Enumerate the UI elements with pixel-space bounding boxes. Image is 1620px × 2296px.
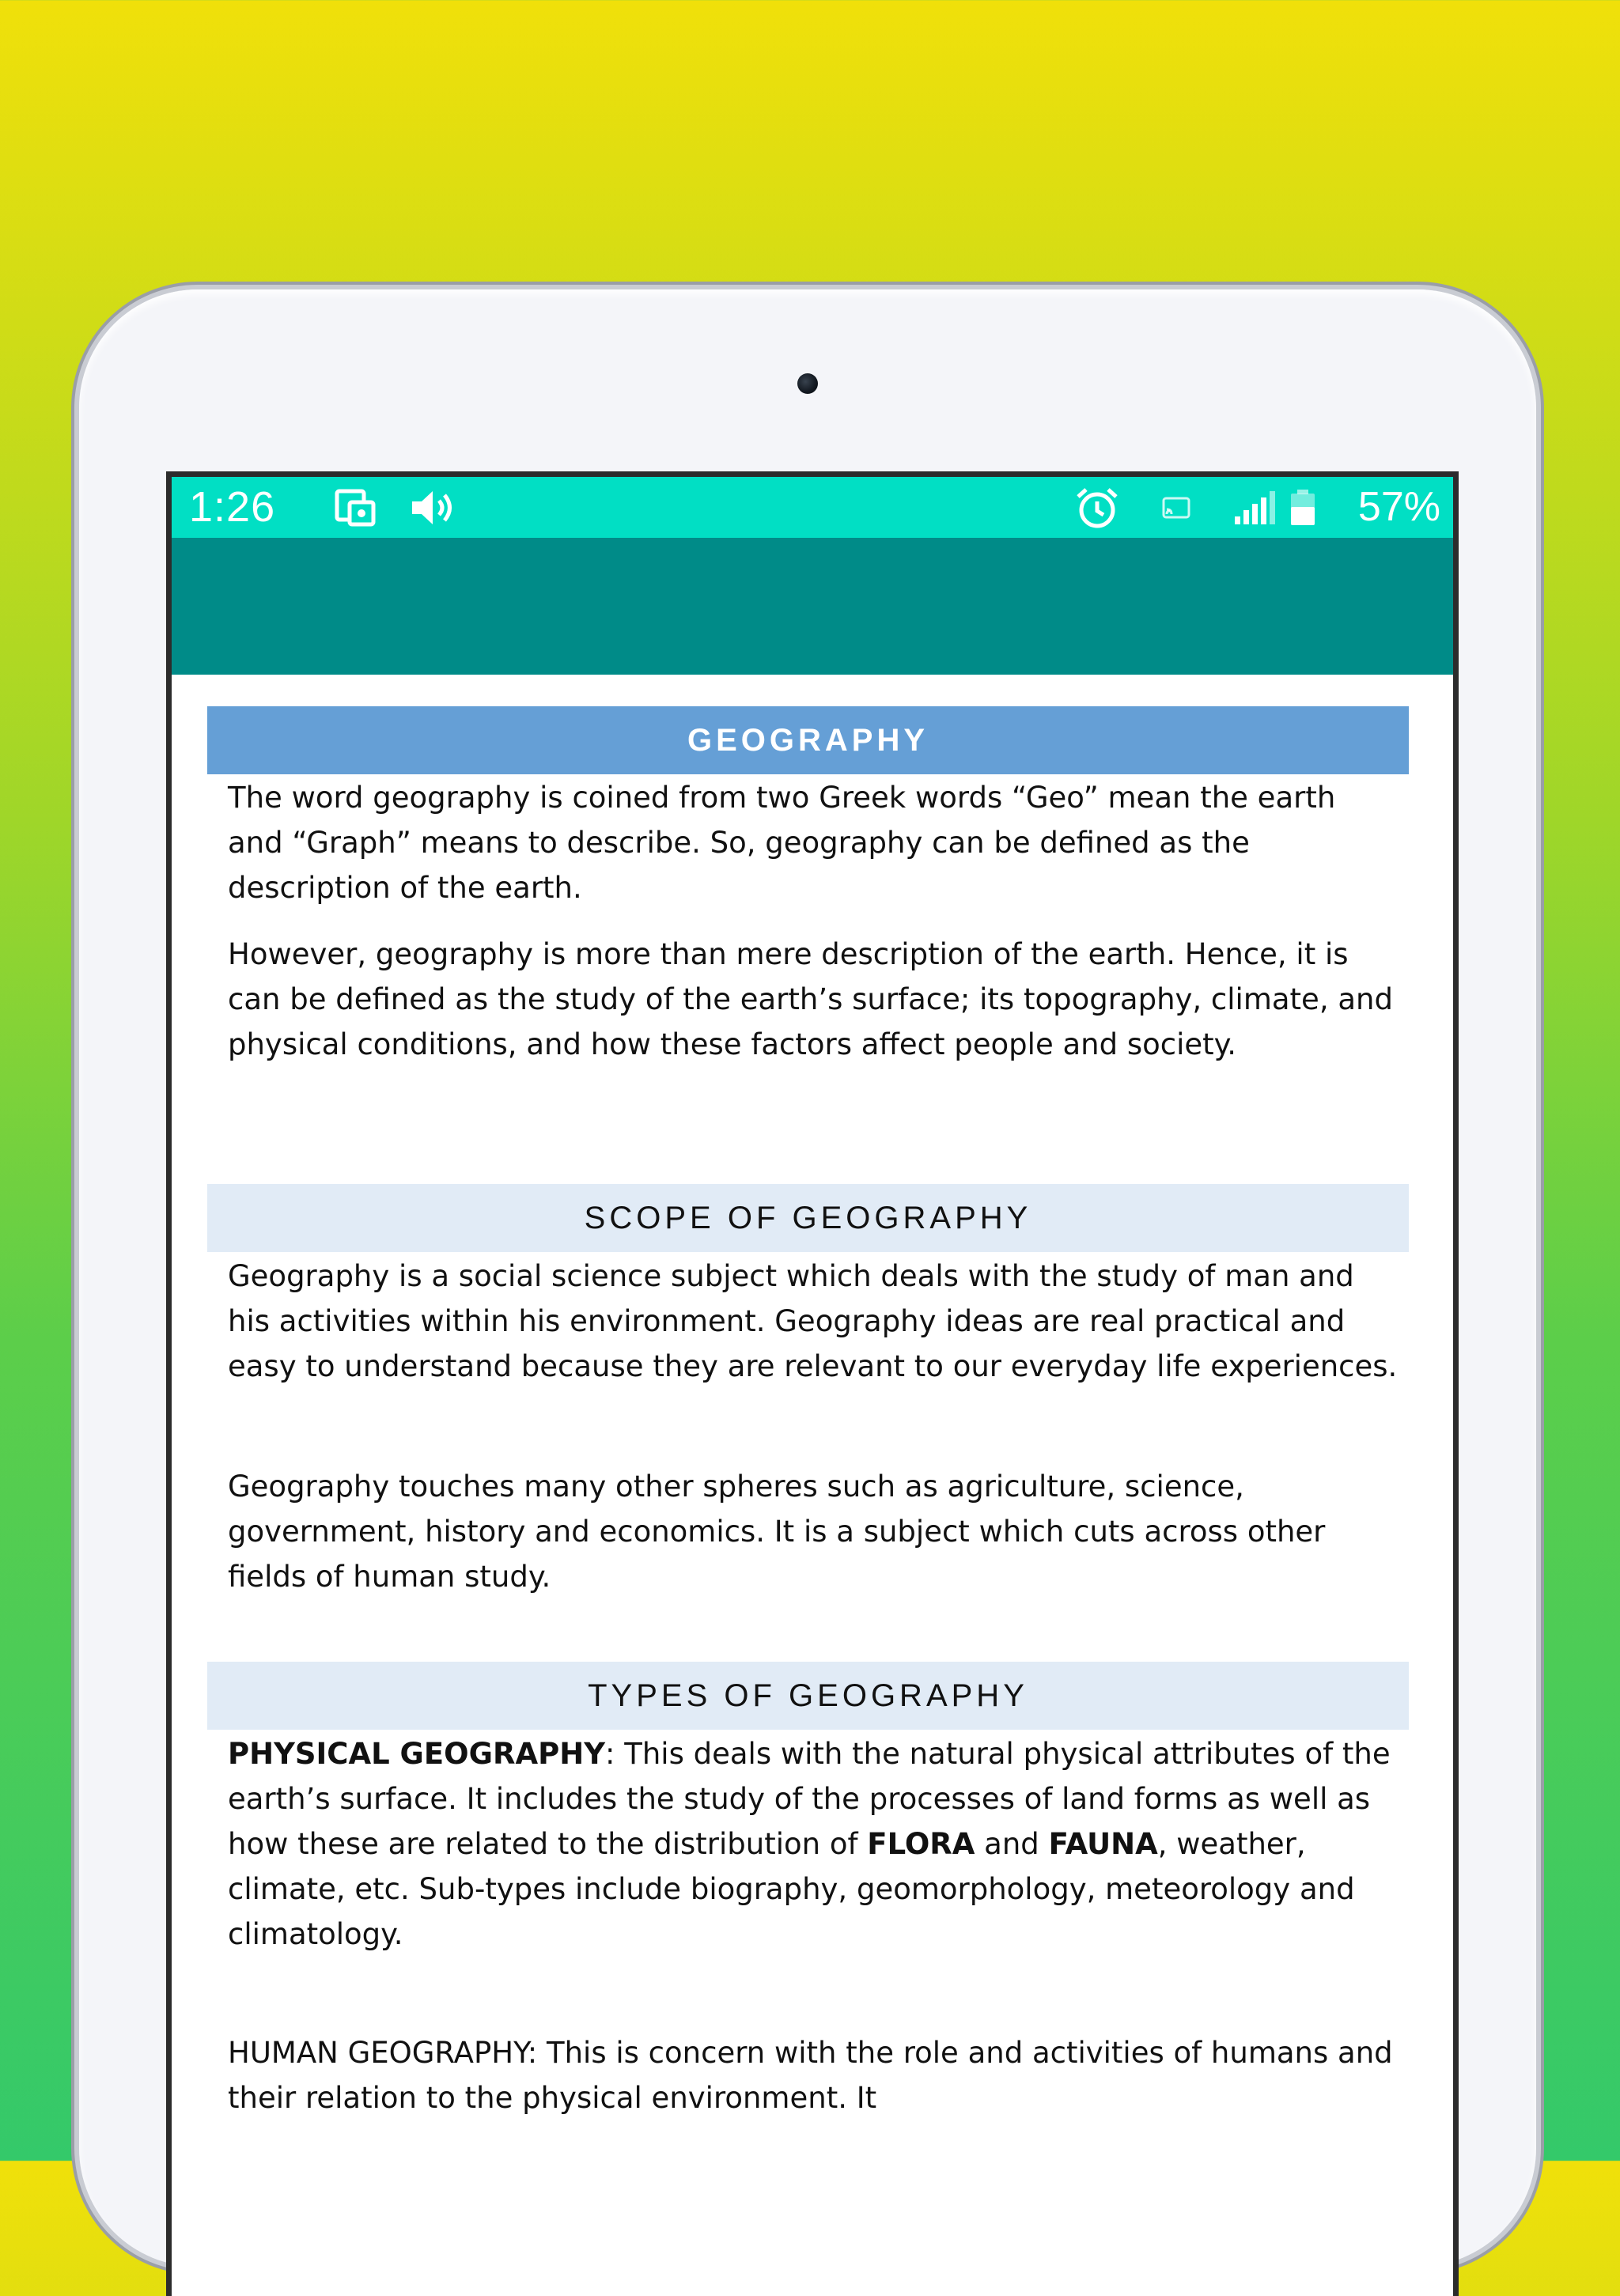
paragraph: The word geography is coined from two Greek words “Geo” mean the earth and “Graph” means to describe. So, geography can be defined as the description of the earth.: [228, 781, 1336, 905]
paragraph-human-geography: HUMAN GEOGRAPHY: This is concern with the role and activities of humans and their relation to the physical environment. It: [228, 2036, 1393, 2115]
device-screen: [166, 471, 1459, 2296]
term-physical-geography: PHYSICAL GEOGRAPHY: [228, 1737, 606, 1771]
app-toolbar: [172, 538, 1453, 675]
tablet-frame: [79, 289, 1536, 2267]
status-bar: [172, 477, 1453, 538]
text-segment: : This deals with the natural physical attributes of the earth’s surface. It includes the study of the processes of land forms as well as how these are related to the distribution of: [228, 1737, 1391, 1861]
paragraph: Geography touches many other spheres such as agriculture, science, government, history and economics. It is a subject which cuts across other fields of human study.: [228, 1470, 1326, 1594]
paragraph-physical-geography: [228, 1731, 1399, 1957]
front-camera: [797, 373, 818, 394]
battery-icon: [1289, 477, 1317, 538]
screenshot-icon: [334, 477, 378, 538]
cast-icon: [1160, 477, 1192, 538]
paragraph: However, geography is more than mere description of the earth. Hence, it is can be defined as the study of the earth’s surface; its topography, climate, and physical conditions, and how these factors affect people and society.: [228, 937, 1393, 1061]
text-segment: , weather, climate, etc. Sub-types include biography, geomorphology, meteorology and climatology.: [228, 1827, 1355, 1951]
term-flora: FLORA: [867, 1827, 975, 1861]
section-heading-geography: GEOGRAPHY: [207, 706, 1409, 774]
section-heading-types: TYPES OF GEOGRAPHY: [207, 1662, 1409, 1730]
text-segment: and: [975, 1827, 1049, 1861]
volume-icon: [409, 477, 460, 538]
paragraph: Geography is a social science subject which deals with the study of man and his activities within his environment. Geography ideas are real practical and easy to understand because they are relevant to our everyday life experiences.: [228, 1259, 1398, 1383]
signal-icon: [1232, 477, 1276, 538]
alarm-icon: [1073, 477, 1121, 538]
status-time: 1:26: [189, 483, 276, 531]
section-heading-scope: SCOPE OF GEOGRAPHY: [207, 1184, 1409, 1252]
term-fauna: FAUNA: [1048, 1827, 1158, 1861]
battery-percentage: 57%: [1357, 484, 1440, 530]
